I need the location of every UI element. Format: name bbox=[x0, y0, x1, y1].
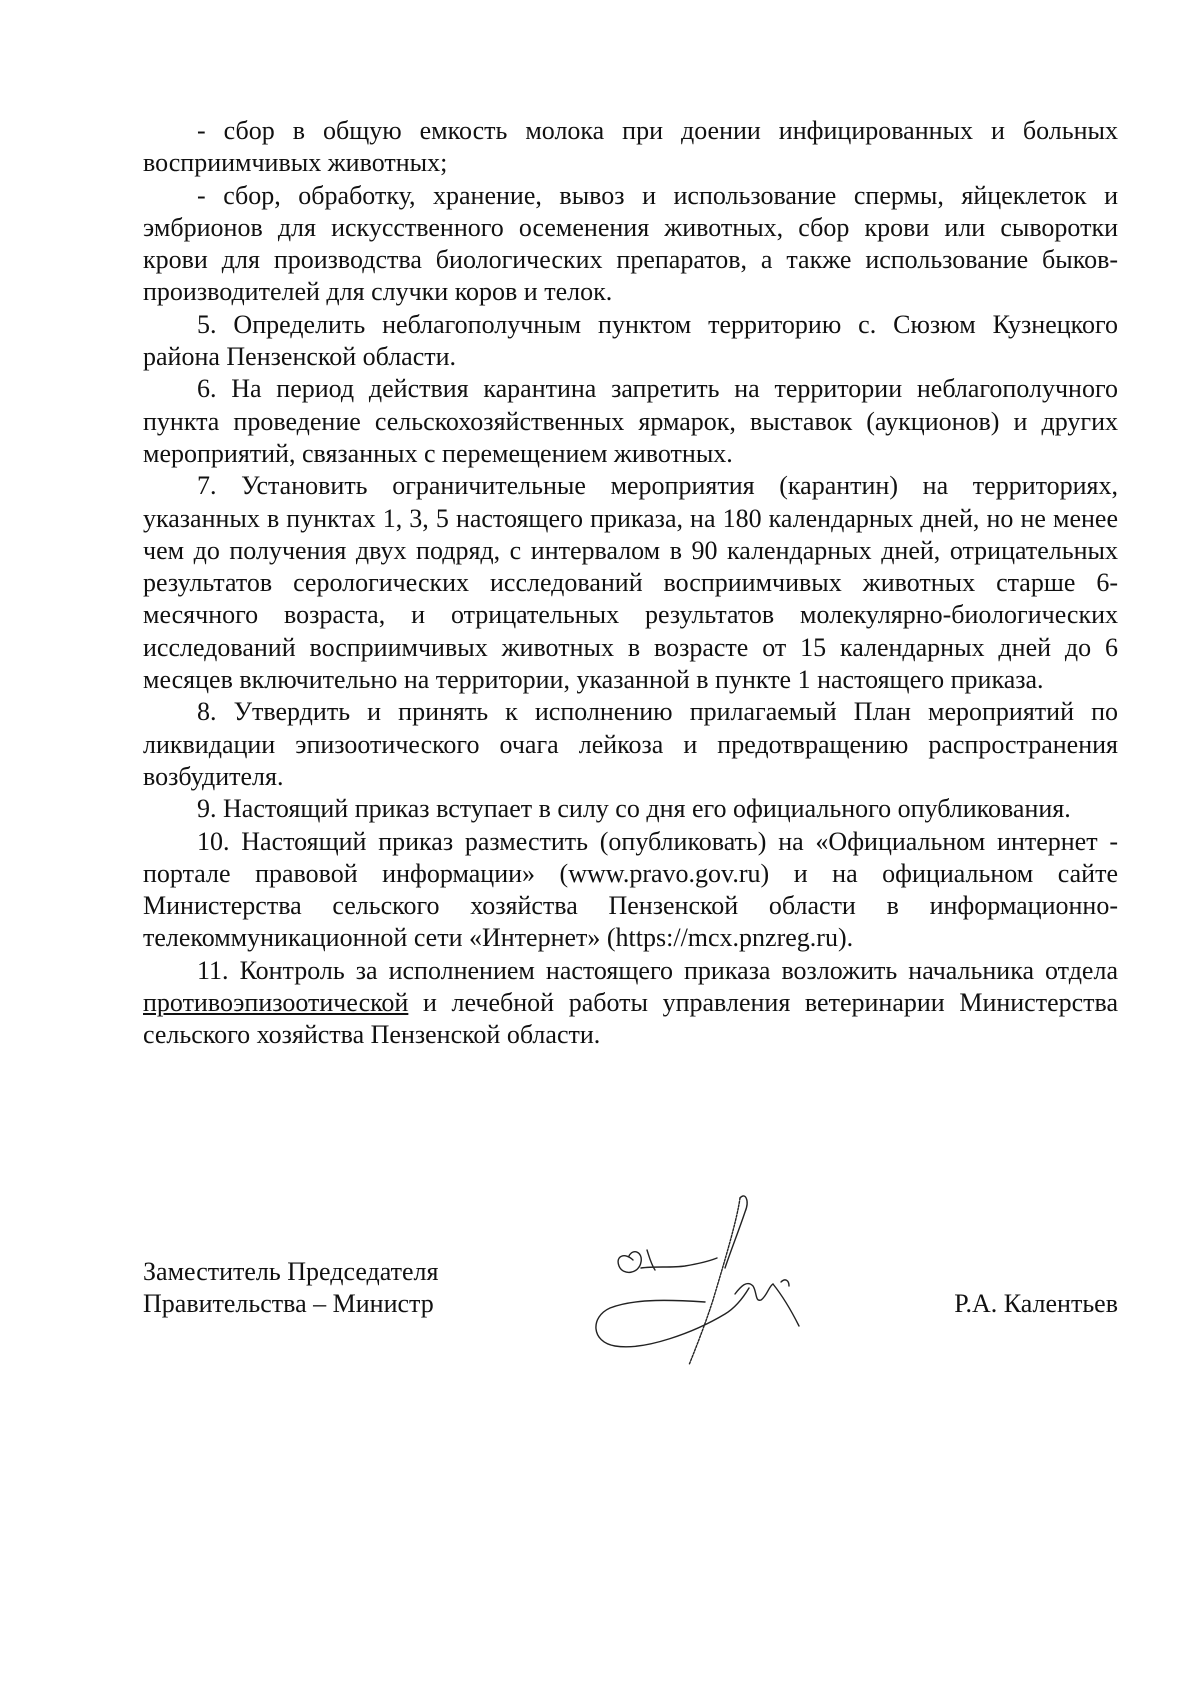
paragraph-milk-collection: - сбор в общую емкость молока при доении инфицированных и больных восприимчивых животных; bbox=[143, 116, 1118, 178]
paragraph-item-7: 7. Установить ограничительные мероприятия (карантин) на территориях, указанных в пунктах 1, 3, 5 настоящего приказа, на 180 календарных дней, но не менее чем до получения двух подряд, с интервалом в 90 календарных дней, отрицательных результатов серологических исследований восприимчивых животных старше 6-месячного возраста, и отрицательных результатов молекулярно-биологических исследований восприимчивых животных в возрасте от 15 календарных дней до 6 месяцев включительно на территории, указанной в пункте 1 настоящего приказа. bbox=[143, 471, 1118, 695]
signer-position-line1: Заместитель Председателя bbox=[143, 1257, 439, 1286]
signer-position bbox=[143, 1256, 438, 1321]
paragraph-item-11 bbox=[143, 955, 1118, 1052]
paragraph-item-6: 6. На период действия карантина запретить на территории неблагополучного пункта проведение сельскохозяйственных ярмарок, выставок (аукционов) и других мероприятий, связанных с перемещением животных. bbox=[143, 374, 1118, 468]
paragraph-item-8: 8. Утвердить и принять к исполнению прилагаемый План мероприятий по ликвидации эпизоотического очага лейкоза и предотвращению распространения возбудителя. bbox=[143, 697, 1118, 791]
underlined-word: противоэпизоотической bbox=[143, 988, 409, 1018]
signer-position-line2: Правительства – Министр bbox=[143, 1289, 434, 1319]
paragraph-sperm-collection: - сбор, обработку, хранение, вывоз и использование спермы, яйцеклеток и эмбрионов для искусственного осеменения животных, сбор крови или сыворотки крови для производства биологических препаратов, а также использование быков-производителей для случки коров и телок. bbox=[143, 180, 1118, 307]
document-body bbox=[143, 115, 1118, 1052]
paragraph-item-9: 9. Настоящий приказ вступает в силу со дня его официального опубликования. bbox=[197, 794, 1071, 824]
paragraph-item-5: 5. Определить неблагополучным пунктом территорию с. Сюзюм Кузнецкого района Пензенской области. bbox=[143, 309, 1118, 372]
paragraph-item-10: 10. Настоящий приказ разместить (опубликовать) на «Официальном интернет - портале правовой информации» (www.pravo.gov.ru) и на официальном сайте Министерства сельского хозяйства Пензенской области в информационно-телекоммуникационной сети «Интернет» (https://mcx.pnzreg.ru). bbox=[143, 826, 1118, 953]
handwritten-signature bbox=[585, 1190, 825, 1370]
paragraph-item-11-end: и лечебной работы управления ветеринарии Министерства сельского хозяйства Пензенской области. bbox=[143, 988, 1118, 1050]
paragraph-item-11-start: 11. Контроль за исполнением настоящего приказа возложить начальника отдела bbox=[197, 955, 1118, 985]
signer-name: Р.А. Калентьев bbox=[954, 1289, 1118, 1318]
